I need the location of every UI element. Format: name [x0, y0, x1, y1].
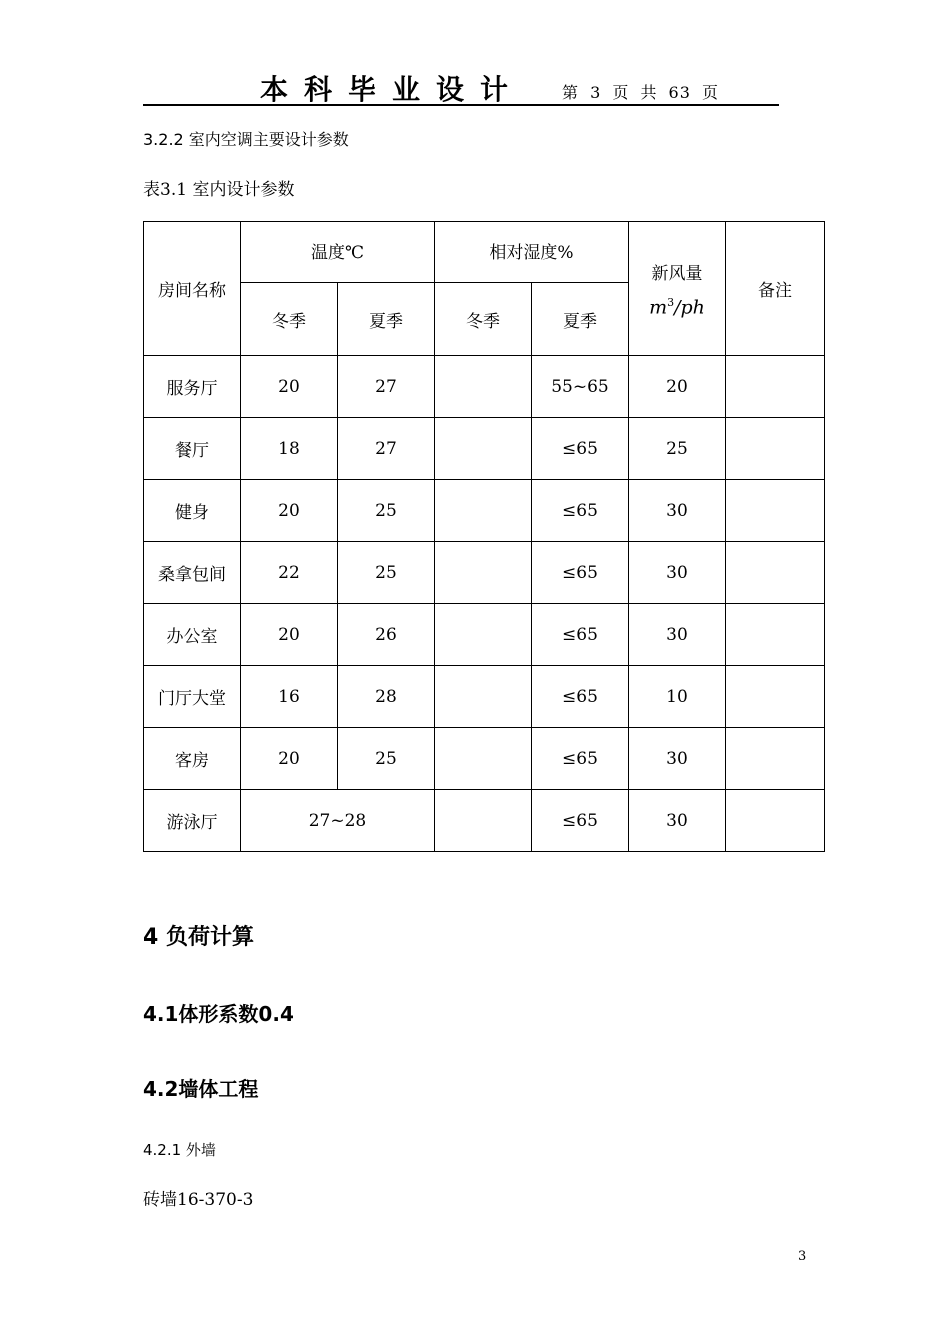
table-row	[144, 418, 825, 480]
cell-note	[726, 356, 825, 418]
section-4-1-heading: 4.1体形系数0.4	[143, 1002, 294, 1026]
cell-fresh-air: 30	[629, 480, 726, 542]
cell-rh-winter	[435, 480, 532, 542]
cell-room: 门厅大堂	[144, 666, 241, 728]
cell-fresh-air: 20	[629, 356, 726, 418]
cell-rh-winter	[435, 542, 532, 604]
cell-temp-winter: 16	[241, 666, 338, 728]
section-4-2-heading: 4.2墙体工程	[143, 1077, 259, 1101]
cell-rh-summer: ≤65	[532, 604, 629, 666]
header-temp-summer: 夏季	[338, 283, 435, 356]
cell-temp-summer: 25	[338, 728, 435, 790]
header-title: 本科毕业设计	[260, 73, 525, 106]
cell-rh-winter	[435, 418, 532, 480]
header-rh-summer: 夏季	[532, 283, 629, 356]
cell-temp-summer: 27	[338, 418, 435, 480]
cell-temp-winter: 20	[241, 480, 338, 542]
header-page-info: 第 3 页 共 63 页	[562, 83, 719, 102]
table-row	[144, 666, 825, 728]
cell-fresh-air: 30	[629, 604, 726, 666]
cell-note	[726, 418, 825, 480]
cell-temp-merged: 27~28	[241, 790, 435, 852]
cell-temp-summer: 25	[338, 480, 435, 542]
cell-note	[726, 790, 825, 852]
cell-temp-summer: 26	[338, 604, 435, 666]
cell-room: 健身	[144, 480, 241, 542]
section-3-2-2-heading: 3.2.2 室内空调主要设计参数	[143, 130, 349, 149]
fresh-air-unit	[629, 296, 725, 318]
cell-fresh-air: 25	[629, 418, 726, 480]
cell-room: 餐厅	[144, 418, 241, 480]
table-row	[144, 542, 825, 604]
cell-temp-summer: 25	[338, 542, 435, 604]
cell-room: 桑拿包间	[144, 542, 241, 604]
cell-rh-summer: ≤65	[532, 666, 629, 728]
cell-note	[726, 604, 825, 666]
header-temperature-label: 温度℃	[310, 242, 365, 263]
cell-fresh-air: 30	[629, 728, 726, 790]
cell-temp-winter: 22	[241, 542, 338, 604]
cell-rh-winter	[435, 604, 532, 666]
cell-note	[726, 542, 825, 604]
cell-temp-winter: 20	[241, 604, 338, 666]
table-row	[144, 604, 825, 666]
unit-base: m	[649, 296, 668, 319]
cell-rh-summer: ≤65	[532, 480, 629, 542]
header-rh-label: 相对湿度%	[489, 242, 574, 263]
cell-fresh-air: 30	[629, 790, 726, 852]
cell-note	[726, 666, 825, 728]
header-relative-humidity	[435, 222, 629, 283]
cell-room: 服务厅	[144, 356, 241, 418]
table-caption: 表3.1 室内设计参数	[143, 180, 295, 200]
unit-rest: /ph	[674, 296, 705, 319]
table-header-row	[144, 222, 825, 283]
cell-temp-winter: 20	[241, 728, 338, 790]
cell-note	[726, 480, 825, 542]
header-room-name: 房间名称	[144, 222, 241, 356]
cell-rh-winter	[435, 666, 532, 728]
header-note: 备注	[726, 222, 825, 356]
wall-spec-text: 砖墙16-370-3	[143, 1190, 254, 1210]
cell-rh-summer: 55~65	[532, 356, 629, 418]
header-fresh-air-label: 新风量	[651, 263, 703, 284]
design-parameters-table	[143, 221, 825, 852]
cell-temp-summer: 28	[338, 666, 435, 728]
section-4-2-1-heading: 4.2.1 外墙	[143, 1141, 216, 1159]
header-rh-winter: 冬季	[435, 283, 532, 356]
cell-room: 游泳厅	[144, 790, 241, 852]
cell-room: 办公室	[144, 604, 241, 666]
table-row	[144, 480, 825, 542]
header-temp-winter: 冬季	[241, 283, 338, 356]
page-header	[143, 66, 779, 106]
cell-rh-winter	[435, 790, 532, 852]
unit-exponent: 3	[667, 295, 675, 309]
cell-fresh-air: 30	[629, 542, 726, 604]
cell-rh-summer: ≤65	[532, 790, 629, 852]
cell-rh-summer: ≤65	[532, 418, 629, 480]
cell-fresh-air: 10	[629, 666, 726, 728]
cell-temp-winter: 20	[241, 356, 338, 418]
cell-rh-winter	[435, 728, 532, 790]
table-row	[144, 728, 825, 790]
table-row	[144, 356, 825, 418]
cell-temp-summer: 27	[338, 356, 435, 418]
page-number: 3	[798, 1249, 807, 1264]
cell-note	[726, 728, 825, 790]
cell-temp-winter: 18	[241, 418, 338, 480]
header-fresh-air	[629, 222, 726, 356]
cell-rh-summer: ≤65	[532, 542, 629, 604]
cell-room: 客房	[144, 728, 241, 790]
chapter-4-heading: 4 负荷计算	[143, 925, 254, 950]
table-row	[144, 790, 825, 852]
header-temperature	[241, 222, 435, 283]
cell-rh-summer: ≤65	[532, 728, 629, 790]
cell-rh-winter	[435, 356, 532, 418]
